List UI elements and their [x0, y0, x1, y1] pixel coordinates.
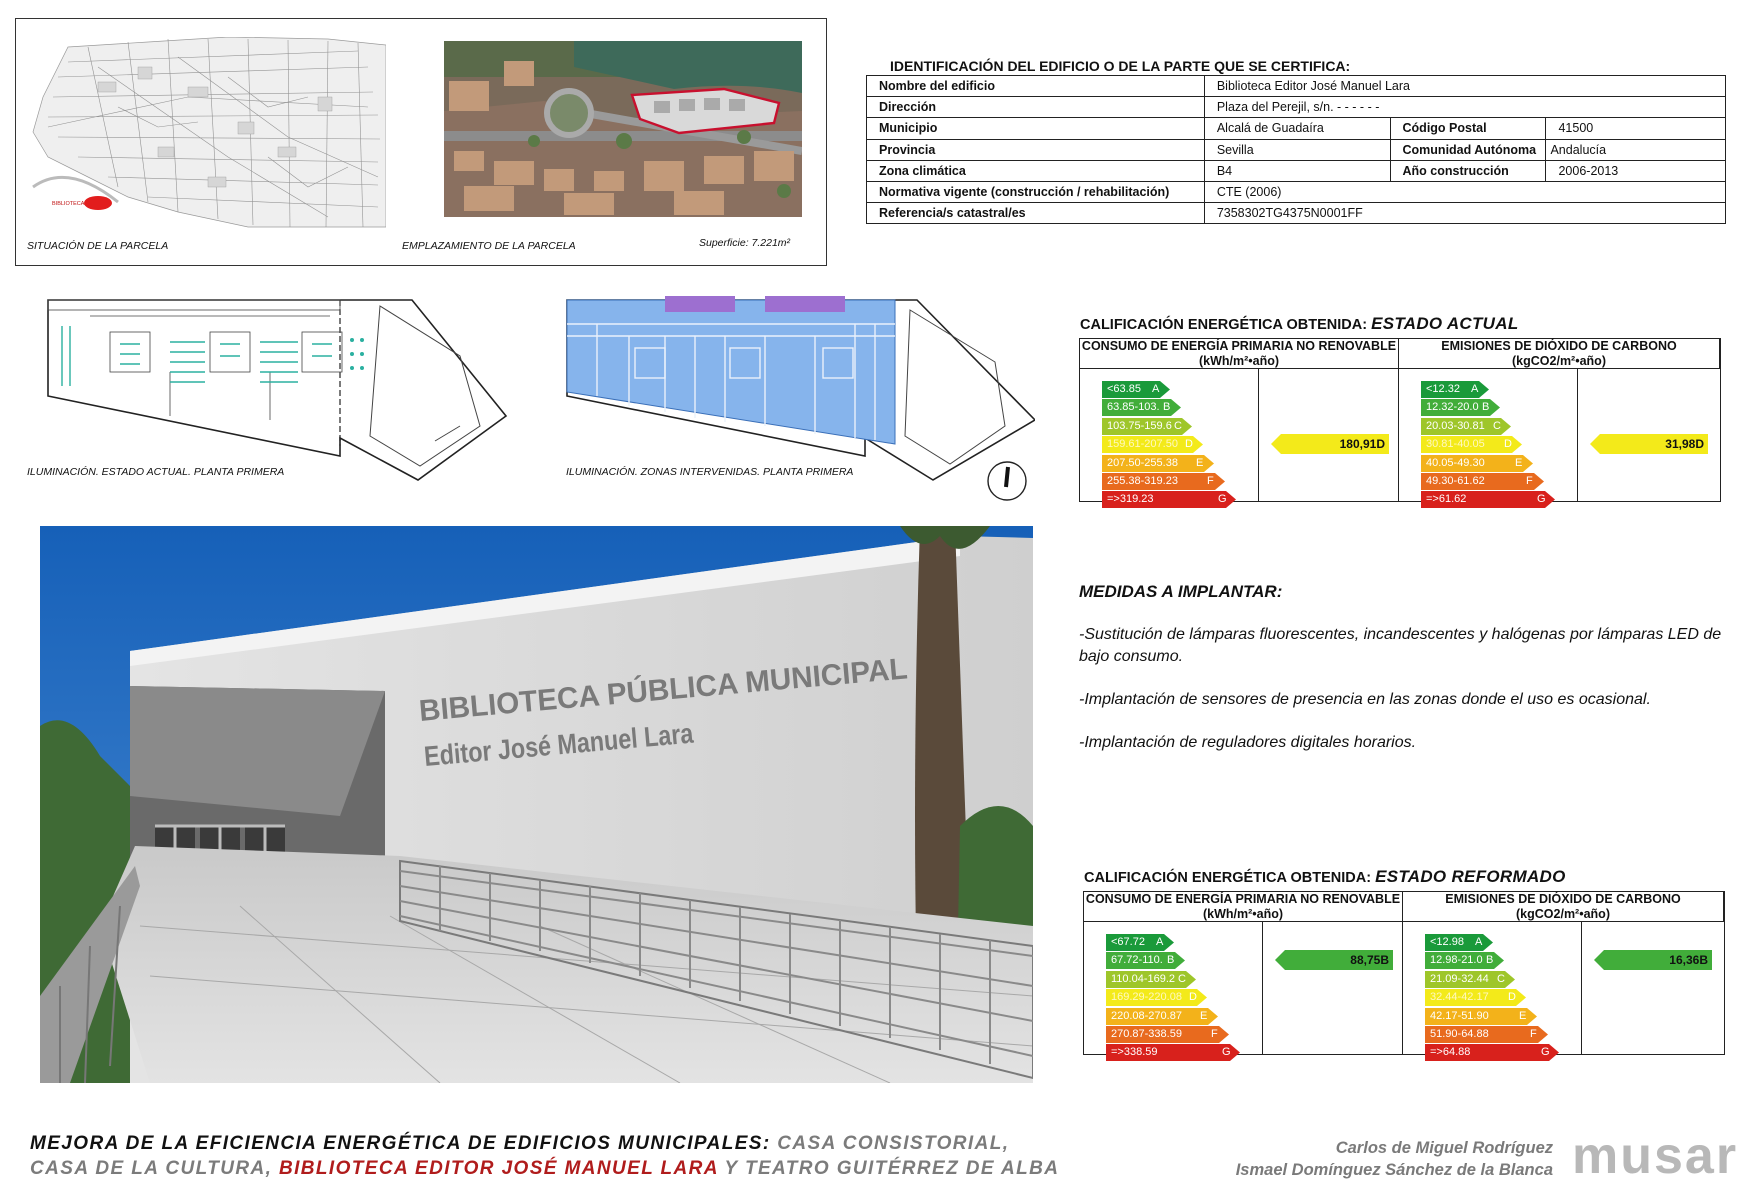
energy-band-letter: D [1504, 438, 1512, 451]
key-direccion: Dirección [867, 97, 1205, 118]
cal-reformado-state: ESTADO REFORMADO [1375, 867, 1566, 886]
key-normativa: Normativa vigente (construcción / rehabilitación) [867, 181, 1205, 202]
energy-band-a [1421, 381, 1491, 398]
energy-band-range: 42.17-51.90 [1430, 1009, 1489, 1022]
caption-emplazamiento: EMPLAZAMIENTO DE LA PARCELA [402, 240, 576, 252]
energy-band-letter: D [1508, 991, 1516, 1004]
value-zona: B4 [1204, 160, 1390, 181]
energy-band-e [1102, 455, 1216, 472]
cert-reformado [1083, 891, 1725, 1059]
energy-band-letter: C [1174, 419, 1182, 432]
value-ca: Andalucía [1546, 139, 1726, 160]
energy-band-range: 40.05-49.30 [1426, 456, 1485, 469]
value-direccion: Plaza del Perejil, s/n. - - - - - - [1204, 97, 1725, 118]
footer-title-main: MEJORA DE LA EFICIENCIA ENERGÉTICA DE EDIFICIOS MUNICIPALES: [30, 1133, 771, 1154]
footer-line-1 [30, 1133, 1009, 1155]
energy-band-range: 21.09-32.44 [1430, 972, 1489, 985]
emisiones-header: EMISIONES DE DIÓXIDO DE CARBONO (kgCO2/m²•año) [1399, 339, 1720, 369]
energy-band-d [1106, 989, 1209, 1006]
table-row [867, 76, 1726, 97]
energy-band-f [1425, 1026, 1550, 1043]
plan-estado-actual [40, 296, 510, 486]
rating-arrow [1590, 434, 1708, 454]
energy-band-range: 67.72-110. [1111, 954, 1163, 967]
energy-band-range: =>61.62 [1426, 493, 1467, 506]
rating-arrow [1594, 950, 1712, 970]
consumo-value-cell [1259, 369, 1399, 501]
energy-band-letter: D [1189, 991, 1197, 1004]
energy-band-d [1102, 436, 1205, 453]
energy-band-c [1102, 418, 1194, 435]
value-cp: 41500 [1546, 118, 1726, 139]
energy-band-range: =>319.23 [1107, 493, 1154, 506]
medida-2: -Implantación de sensores de presencia en las zonas donde el uso es ocasional. [1079, 691, 1651, 708]
table-row [867, 160, 1726, 181]
rating-value: 16,36 [1669, 953, 1700, 968]
north-arrow-icon [985, 459, 1029, 503]
rating-arrow [1275, 950, 1393, 970]
energy-band-letter: G [1218, 493, 1227, 506]
energy-band-letter: B [1486, 954, 1494, 967]
energy-band-a [1425, 934, 1495, 951]
sign-line1: BIBLIOTECA PÚBLICA MUNICIPAL [417, 651, 915, 728]
energy-band-letter: G [1222, 1046, 1231, 1059]
energy-band-letter: B [1163, 401, 1171, 414]
caption-plan-zonas: ILUMINACIÓN. ZONAS INTERVENIDAS. PLANTA PRIMERA [566, 466, 854, 478]
energy-band-e [1425, 1008, 1539, 1025]
musar-logo: musar [1572, 1127, 1738, 1185]
energy-band-g [1102, 491, 1238, 508]
energy-band-range: <12.32 [1426, 383, 1460, 395]
emisiones-value-cell [1582, 922, 1724, 1054]
footer-line-2 [30, 1158, 1059, 1180]
consumo-value-cell [1263, 922, 1403, 1054]
energy-band-letter: C [1178, 972, 1186, 985]
energy-band-letter: E [1515, 456, 1523, 469]
energy-band-range: 220.08-270.87 [1111, 1009, 1182, 1022]
rating-arrow [1271, 434, 1389, 454]
value-anio: 2006-2013 [1546, 160, 1726, 181]
consumo-scale [1080, 369, 1259, 506]
value-normativa: CTE (2006) [1204, 181, 1725, 202]
energy-band-b [1106, 952, 1187, 969]
energy-band-letter: F [1211, 1028, 1218, 1040]
consumo-scale [1084, 922, 1263, 1059]
energy-band-g [1425, 1044, 1561, 1061]
city-map [28, 37, 386, 229]
rating-letter: B [1380, 953, 1389, 968]
energy-band-c [1106, 971, 1198, 988]
emisiones-scale [1403, 922, 1582, 1059]
table-row [867, 139, 1726, 160]
rating-letter: D [1695, 437, 1704, 452]
value-nombre: Biblioteca Editor José Manuel Lara [1204, 76, 1725, 97]
author-2: Ismael Domínguez Sánchez de la Blanca [1235, 1161, 1553, 1179]
energy-band-e [1106, 1008, 1220, 1025]
energy-band-range: 51.90-64.88 [1430, 1028, 1489, 1040]
value-provincia: Sevilla [1204, 139, 1390, 160]
energy-band-letter: C [1493, 419, 1501, 432]
energy-band-range: =>338.59 [1111, 1046, 1158, 1059]
site-panel [15, 18, 827, 266]
rating-letter: D [1376, 437, 1385, 452]
energy-band-g [1421, 491, 1557, 508]
key-cp: Código Postal [1390, 118, 1546, 139]
consumo-header: CONSUMO DE ENERGÍA PRIMARIA NO RENOVABLE (kWh/m²•año) [1080, 339, 1399, 369]
energy-band-range: 110.04-169.2 [1111, 972, 1176, 985]
energy-band-f [1102, 473, 1227, 490]
key-provincia: Provincia [867, 139, 1205, 160]
energy-band-range: 49.30-61.62 [1426, 475, 1485, 487]
rating-value: 31,98 [1665, 437, 1696, 452]
medida-3: -Implantación de reguladores digitales horarios. [1079, 734, 1417, 751]
energy-band-range: 12.32-20.0 [1426, 401, 1479, 414]
identification-table [866, 75, 1726, 224]
energy-band-a [1106, 934, 1176, 951]
author-1: Carlos de Miguel Rodríguez [1335, 1139, 1553, 1157]
energy-band-f [1421, 473, 1546, 490]
value-municipio: Alcalá de Guadaíra [1204, 118, 1390, 139]
energy-band-letter: G [1541, 1046, 1550, 1059]
marker-label: BIBLIOTECA [52, 201, 85, 207]
energy-band-range: <67.72 [1111, 936, 1145, 948]
cert-actual [1079, 338, 1721, 506]
energy-band-letter: C [1497, 972, 1505, 985]
energy-band-letter: E [1196, 456, 1204, 469]
energy-band-letter: F [1207, 475, 1214, 487]
energy-band-e [1421, 455, 1535, 472]
cal-actual-prefix: CALIFICACIÓN ENERGÉTICA OBTENIDA: [1080, 317, 1368, 333]
energy-band-letter: E [1200, 1009, 1208, 1022]
table-row [867, 203, 1726, 224]
plan-zonas-intervenidas [565, 296, 1035, 486]
table-row [867, 181, 1726, 202]
rating-value: 180,91 [1339, 437, 1377, 452]
energy-band-range: 20.03-30.81 [1426, 419, 1485, 432]
energy-band-letter: F [1530, 1028, 1537, 1040]
energy-band-letter: G [1537, 493, 1546, 506]
cal-reformado-title [1084, 867, 1566, 887]
energy-band-b [1425, 952, 1506, 969]
caption-superficie: Superficie: 7.221m² [699, 237, 791, 249]
sign-line2: Editor José Manuel Lara [422, 712, 748, 772]
energy-band-range: 12.98-21.0 [1430, 954, 1483, 967]
caption-situacion: SITUACIÓN DE LA PARCELA [27, 240, 169, 252]
emisiones-header: EMISIONES DE DIÓXIDO DE CARBONO (kgCO2/m²•año) [1403, 892, 1724, 922]
key-nombre: Nombre del edificio [867, 76, 1205, 97]
footer-title-casa-consistorial: CASA CONSISTORIAL, [777, 1133, 1010, 1154]
energy-band-f [1106, 1026, 1231, 1043]
energy-band-letter: A [1475, 936, 1483, 948]
energy-band-letter: E [1519, 1009, 1527, 1022]
caption-plan-actual: ILUMINACIÓN. ESTADO ACTUAL. PLANTA PRIMERA [27, 466, 285, 478]
key-referencia: Referencia/s catastral/es [867, 203, 1205, 224]
footer-teatro: Y TEATRO GUITÉRREZ DE ALBA [724, 1158, 1060, 1179]
id-table-title: IDENTIFICACIÓN DEL EDIFICIO O DE LA PARTE QUE SE CERTIFICA: [890, 58, 1351, 74]
energy-band-letter: A [1156, 936, 1164, 948]
consumo-header: CONSUMO DE ENERGÍA PRIMARIA NO RENOVABLE (kWh/m²•año) [1084, 892, 1403, 922]
energy-band-letter: D [1185, 438, 1193, 451]
energy-band-range: <12.98 [1430, 936, 1464, 948]
energy-band-b [1421, 399, 1502, 416]
energy-band-range: 103.75-159.6 [1107, 419, 1172, 432]
key-ca: Comunidad Autónoma [1390, 139, 1546, 160]
energy-band-range: 270.87-338.59 [1111, 1028, 1182, 1040]
aerial-photo [444, 41, 802, 217]
key-municipio: Municipio [867, 118, 1205, 139]
table-row [867, 118, 1726, 139]
cal-actual-title [1080, 314, 1519, 334]
building-photo [40, 526, 1033, 1083]
energy-band-range: 207.50-255.38 [1107, 456, 1178, 469]
energy-band-letter: B [1167, 954, 1175, 967]
emisiones-scale [1399, 369, 1578, 506]
energy-band-range: 255.38-319.23 [1107, 475, 1178, 487]
energy-band-range: 169.29-220.08 [1111, 991, 1182, 1004]
cal-actual-state: ESTADO ACTUAL [1371, 314, 1519, 333]
energy-band-letter: B [1482, 401, 1490, 414]
emisiones-value-cell [1578, 369, 1720, 501]
cal-reformado-prefix: CALIFICACIÓN ENERGÉTICA OBTENIDA: [1084, 870, 1372, 886]
medidas-title: MEDIDAS A IMPLANTAR: [1079, 582, 1283, 601]
energy-band-range: 159.61-207.50 [1107, 438, 1178, 451]
energy-band-range: <63.85 [1107, 383, 1141, 395]
energy-band-b [1102, 399, 1183, 416]
rating-letter: B [1699, 953, 1708, 968]
energy-band-range: 30.81-40.05 [1426, 438, 1485, 451]
energy-band-d [1421, 436, 1524, 453]
energy-band-a [1102, 381, 1172, 398]
energy-band-g [1106, 1044, 1242, 1061]
footer-biblioteca: BIBLIOTECA EDITOR JOSÉ MANUEL LARA [278, 1158, 719, 1179]
value-referencia: 7358302TG4375N0001FF [1204, 203, 1725, 224]
energy-band-letter: A [1471, 383, 1479, 395]
key-zona: Zona climática [867, 160, 1205, 181]
table-row [867, 97, 1726, 118]
footer-casa-cultura: CASA DE LA CULTURA, [30, 1158, 273, 1179]
energy-band-range: 32.44-42.17 [1430, 991, 1489, 1004]
medida-1: -Sustitución de lámparas fluorescentes, incandescentes y halógenas por lámparas LED de bajo consumo. [1079, 626, 1722, 665]
energy-band-d [1425, 989, 1528, 1006]
rating-value: 88,75 [1350, 953, 1381, 968]
energy-band-letter: F [1526, 475, 1533, 487]
key-anio: Año construcción [1390, 160, 1546, 181]
energy-band-c [1421, 418, 1513, 435]
energy-band-range: =>64.88 [1430, 1046, 1471, 1059]
energy-band-c [1425, 971, 1517, 988]
energy-band-letter: A [1152, 383, 1160, 395]
energy-band-range: 63.85-103. [1107, 401, 1160, 414]
